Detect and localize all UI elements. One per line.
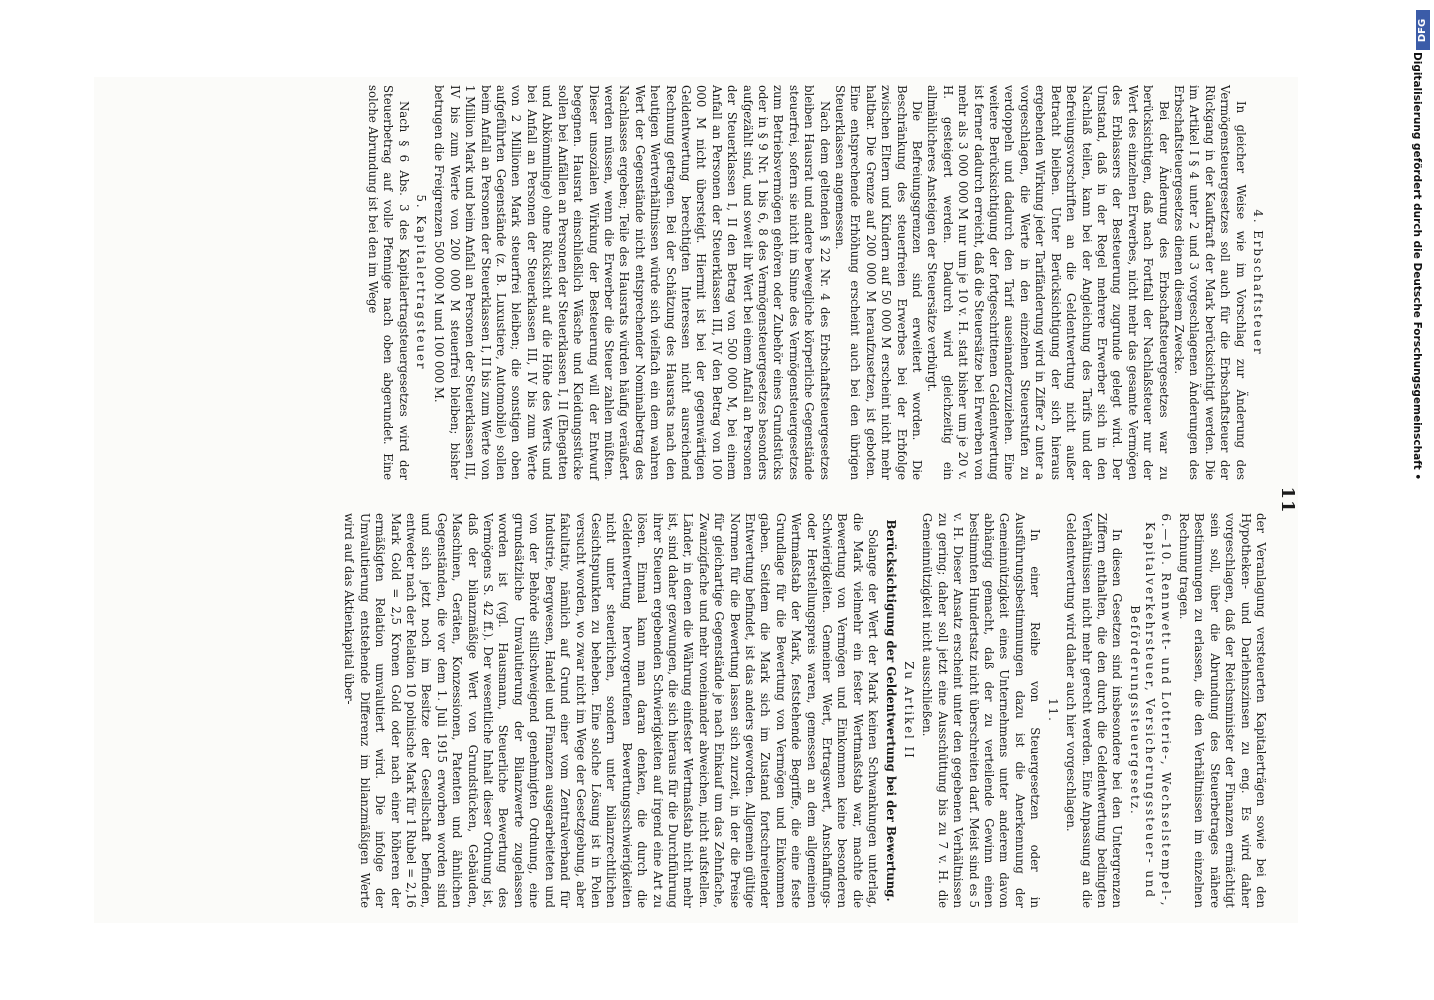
paragraph: Bei der Änderung des Erbschaftsteuergesetzes war zu berücksichtigen, daß nach Fortfall der Nachlaßsteuer nur der Wert des einzelnen Erwerbes, nicht mehr das gesamte Vermögen des Erblassers der Besteuerung zugrunde gelegt wird. Der Umstand, daß in der Regel mehrere Erwerber sich in den Nachlaß teilen, kann bei der Angleichung des Tarifs und der Befreiungsvorschriften an die Geldentwertung nicht außer Betracht bleiben. Unter Berücksichtigung der sich hieraus ergebenden Wirkung jeder Tarifänderung wird in Ziffer 2 unter a vorgeschlagen, die Werte in den einzelnen Steuerstufen zu verdoppeln und dadurch den Tarif auseinanderzuziehen. Eine weitere Berücksichtigung der fortgeschrittenen Geldentwertung ist ferner dadurch erreicht, daß die Steuersätze bei Erwerben von mehr als 3 000 000 M nur um je 10 v. H. statt bisher um je 20 v. H. gesteigert werden. Dadurch wird gleichzeitig ein allmählicheres Ansteigen der Steuersätze verbürgt. [925,85,1171,480]
digitization-notice-text: Digitalisierung gefördert durch die Deutsche Forschungsgemeinschaft • [1411,52,1423,481]
paragraph: In gleicher Weise wie im Vorschlag zur Änderung des Vermögensteuergesetzes soll auch für die Erbschaftsteuer der Rückgang in der Kaufkraft der Mark berücksichtigt werden. Die im Artikel I § 4 unter 2 und 3 vorgeschlagenen Änderungen des Erbschaftsteuergesetzes dienen diesem Zwecke. [1171,85,1248,480]
section-heading-kapitalertragsteuer: 5. Kapitalertragsteuer [414,194,429,371]
dfg-logo [1416,10,1430,50]
page-number: 11 [1277,486,1298,514]
paragraph: Nach § 6 Abs. 3 des Kapitalertragsteuergesetzes wird der Steuerbetrag auf volle Pfennige nach oben abgerundet. Eine solche Abrundung ist bei den im Wege [365,85,411,480]
section-heading-erbschaftsteuer: 4. Erbschaftsteuer [1251,209,1265,356]
page-content [94,85,1298,915]
digitization-notice [1411,52,1430,996]
dfg-logo-text: DFG [1417,18,1429,42]
scanned-page [94,77,1298,923]
paragraph: Die Befreiungsgrenzen sind erweitert worden. Die Beschränkung des steuerfreien Erwerbes bei der Erbfolge zwischen Eltern und Kindern auf 50 000 M erscheint nicht mehr haltbar. Die Grenze auf 200 000 M heraufzusetzen, ist geboten. Eine entsprechende Erhöhung erscheint auch bei den übrigen Steuerklassen angemessen. [833,85,925,480]
section-heading-11: 11. [1045,698,1060,723]
paragraph: In diesen Gesetzen sind insbesondere bei den Untergrenzen Ziffern enthalten, die den durch die Geldentwertung bedingten Verhältnissen nicht mehr gerecht werden. Eine Anpassung an die Geldentwertung wird daher auch hier vorgeschlagen. [1064,513,1125,908]
paragraph: In einer Reihe von Steuergesetzen oder in Ausführungsbestimmungen dazu ist die Anerkennung der Gemeinnützigkeit eines Unternehmens unter anderem davon abhängig gemacht, daß der zu verteilende Gewinn einen bestimmten Hundertsatz nicht überschreiten darf. Meist sind es 5 v. H. Dieser Ansatz erscheint unter den gegebenen Verhältnissen zu gering; daher soll jetzt eine Ausschüttung bis zu 7 v. H. die Gemeinnützigkeit nicht ausschließen. [920,513,1043,908]
left-column [364,85,1268,480]
paragraph: Solange der Wert der Mark keinen Schwankungen unterlag, die Mark vielmehr ein fester Wertmaßstab war, machte die Bewertung von Vermögen und Einkommen keine besonderen Schwierigkeiten. Gemeiner Wert, Ertragswert, Anschaffungs- oder Herstellungspreis waren, gemessen an dem allgemeinen Wertmaßstab der Mark, feststehende Begriffe, die eine feste Grundlage für die Bewertung von Vermögen und Einkommen gaben. Seitdem die Mark sich im Zustand fortschreitender Entwertung befindet, ist das anders geworden. Allgemein gültige Normen für die Bewertung lassen sich zurzeit, in der die Preise für gleichartige Gegenstände je nach Einkauf um das Zehnfache, Zwanzigfache und mehr voneinander abweichen, nicht aufstellen. Länder, in denen die Währung einfester Wertmaßstab nicht mehr ist, sind daher gezwungen, die sich hieraus für die Durchführung ihrer Steuern ergebenden Schwierigkeiten auf irgend eine Art zu lösen. Einmal kann man daran denken, die durch die Geldentwertung hervorgerufenen Bewertungsschwierigkeiten nicht unter steuerlichen, sondern unter bilanzrechtlichen Gesichtspunkten zu beheben. Eine solche Lösung ist in Polen versucht worden, wo zwar nicht im Wege der Gesetzgebung, aber fakultativ, nämlich auf Grund einer vom Zentralverband für Industrie, Bergwesen, Handel und Finanzen ausgearbeiteten und von der Behörde stillschweigend genehmigten Ordnung, eine grundsätzliche Umvalutierung der Bilanzwerte zugelassen worden ist (vgl. Hausmann, Steuerliche Bewertung des Vermögens S. 42 ff.). Der wesentliche Inhalt dieser Ordnung ist, daß der bilanzmäßige Wert von Grundstücken, Gebäuden, Maschinen, Geräten, Konzessionen, Patenten und ähnlichen Gegenständen, die vor dem 1. Juli 1915 erworben worden sind und sich jetzt noch im Besitze der Gesellschaft befinden, entweder nach der Relation 10 polnische Mark für 1 Rubel = 2,16 Mark Gold = 2,5 Kronen Gold oder nach einer höheren der ermäßigten Relation umvalutiert wird. Die infolge der Umvalutierung entstehende Differenz im bilanzmäßigen Werte wird auf das Aktienkapital über- [342,513,881,908]
section-heading-stempelsteuern: 6.—10. Rennwett- und Lotterie-, Wechselstempel-, Kapitalverkehrsteuer, Versicherungssteuer- und Beförderungssteuergesetz. [1127,513,1173,908]
right-column [341,513,1268,908]
paragraph-continuation: der Veranlagung versteuerten Kapitalerträgen sowie bei den Hypotheken- und Darlehnszinsen zu eng. Es wird daher vorgeschlagen, daß der Reichsminister der Finanzen ermächtigt sein soll, über die Abrundung des Steuerbetrages nähere Bestimmungen zu erlassen, die den Verhältnissen im einzelnen Rechnung tragen. [1176,513,1268,908]
paragraph: Nach dem geltenden § 22 Nr. 4 des Erbschaftsteuergesetzes bleiben Hausrat und andere bewegliche körperliche Gegenstände steuerfrei, sofern sie nicht im Sinne des Vermögensteuergesetzes zum Betriebsvermögen gehören oder Zubehör eines Grundstücks oder in § 9 Nr. 1 bis 6, 8 des Vermögensteuergesetzes besonders aufgezählt sind, und soweit ihr Wert bei einem Anfall an Personen der Steuerklassen I, II den Betrag von 500 000 M, bei einem Anfall an Personen der Steuerklassen III, IV den Betrag von 100 000 M nicht übersteigt. Hiermit ist bei der gegenwärtigen Geldentwertung berechtigten Interessen nicht ausreichend Rechnung getragen. Bei der Schätzung des Hausrats nach den heutigen Wertverhältnissen würde sich vielfach ein dem wahren Wert der Gegenstände nicht entsprechender Nominalbetrag des Nachlasses ergeben; Teile des Hausrats würden häufig veräußert werden müssen, wenn die Erwerber die Steuer zahlen müßten. Dieser unsozialen Wirkung der Besteuerung will der Entwurf begegnen. Hausrat einschließlich Wäsche und Kleidungsstücke sollen bei Anfällen an Personen der Steuerklassen I, II (Ehegatten und Abkömmlinge) ohne Rücksicht auf die Höhe des Werts und bei Anfall an Personen der Steuerklassen III, IV bis zum Werte von 2 Millionen Mark steuerfrei bleiben; die sonstigen oben aufgeführten Gegenstände (z. B. Luxustiere, Automobile) sollen beim Anfall an Personen der Steuerklassen I, II bis zum Werte von 1 Million Mark und beim Anfall an Personen der Steuerklassen III, IV bis zum Werte von 200 000 M steuerfrei bleiben; bisher betrugen die Freigrenzen 500 000 M und 100 000 M. [432,85,832,480]
article-heading: Zu Artikel II [902,661,917,760]
article-subheading: Berücksichtigung der Geldentwertung bei der Bewertung. [883,519,898,902]
